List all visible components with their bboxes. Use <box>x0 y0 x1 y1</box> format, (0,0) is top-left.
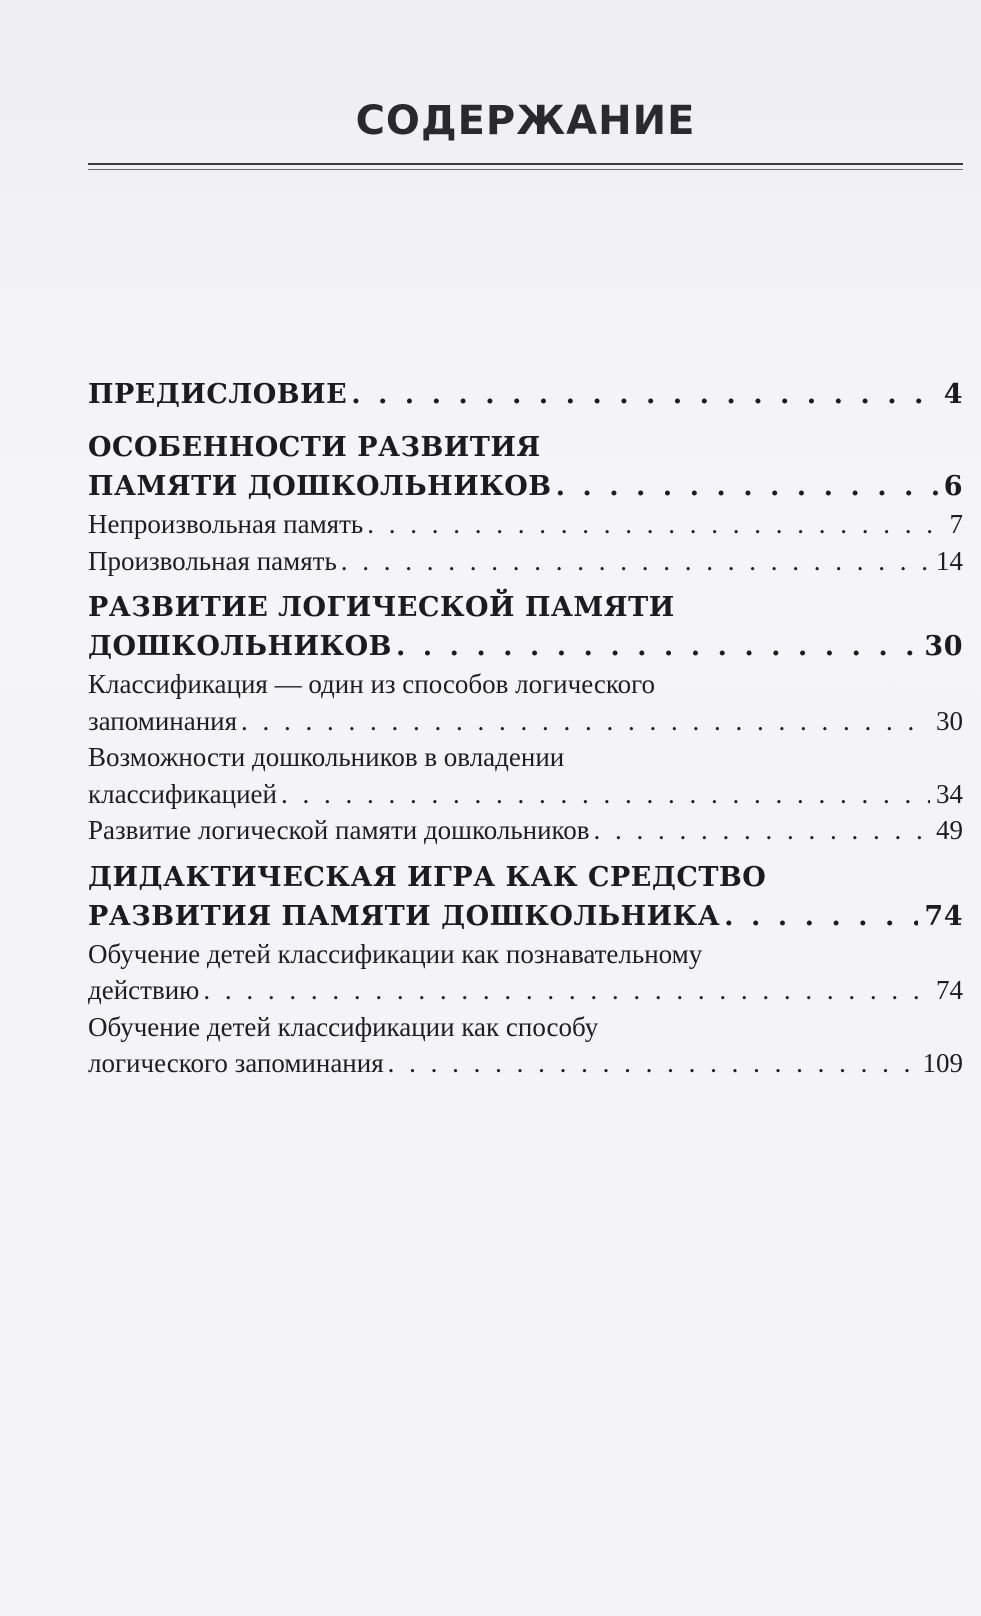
toc-item-text: Развитие логической памяти дошкольников <box>88 815 590 845</box>
toc-heading-text: РАЗВИТИЯ ПАМЯТИ ДОШКОЛЬНИКА <box>88 900 721 932</box>
toc-heading[interactable] <box>88 467 963 506</box>
leader-dots <box>281 776 930 813</box>
toc-page-number: 7 <box>949 509 963 539</box>
toc-item-line: Классификация — один из способов логического <box>88 669 655 699</box>
toc-heading-line: РАЗВИТИЕ ЛОГИЧЕСКОЙ ПАМЯТИ <box>88 592 675 623</box>
toc-heading-text: ПАМЯТИ ДОШКОЛЬНИКОВ <box>88 471 552 502</box>
toc-item[interactable] <box>88 776 963 813</box>
toc-item-text: Произвольная память <box>88 545 337 576</box>
toc-item-line: Возможности дошкольников в овладении <box>88 742 565 772</box>
toc-heading-line: ОСОБЕННОСТИ РАЗВИТИЯ <box>88 432 541 463</box>
toc-section-preface <box>88 375 963 414</box>
toc-heading-text: ДОШКОЛЬНИКОВ <box>88 631 392 662</box>
toc-item-line: Обучение детей классификации как познавательному <box>88 938 703 969</box>
toc-item-text: действию <box>88 975 200 1005</box>
toc-section-memory-features <box>88 428 963 579</box>
leader-dots <box>351 375 938 414</box>
toc-item[interactable] <box>88 972 963 1009</box>
toc-heading[interactable] <box>88 627 963 666</box>
page-title: СОДЕРЖАНИЕ <box>355 98 696 144</box>
toc-heading-text: ПРЕДИСЛОВИЕ <box>88 379 348 410</box>
toc-page-number: 34 <box>936 778 963 809</box>
toc-item-text: классификацией <box>88 778 277 809</box>
leader-dots <box>556 467 938 506</box>
toc-item[interactable] <box>88 812 963 849</box>
toc-heading[interactable] <box>88 897 963 936</box>
toc-heading[interactable] <box>88 375 963 414</box>
toc-item-line: Обучение детей классификации как способу <box>88 1011 599 1042</box>
toc-page-number: 74 <box>924 900 963 932</box>
toc-page-number: 109 <box>922 1048 963 1078</box>
leader-dots <box>241 703 930 740</box>
leader-dots <box>594 812 930 849</box>
leader-dots <box>724 897 918 936</box>
toc-item-text: запоминания <box>88 705 238 736</box>
toc-item[interactable] <box>88 703 963 740</box>
title-rule-thin <box>88 169 963 170</box>
toc-item-text: Непроизвольная память <box>88 509 364 539</box>
title-rule <box>88 163 963 165</box>
table-of-contents <box>88 375 963 1082</box>
leader-dots <box>367 506 943 543</box>
toc-page-number: 30 <box>936 705 963 736</box>
toc-section-didactic-game <box>88 858 963 1082</box>
toc-heading-line: ДИДАКТИЧЕСКАЯ ИГРА КАК СРЕДСТВО <box>88 861 767 893</box>
toc-page-number: 14 <box>936 545 963 576</box>
toc-item[interactable] <box>88 543 963 580</box>
leader-dots <box>388 1045 917 1082</box>
toc-section-logical-memory <box>88 588 963 849</box>
toc-page-number: 4 <box>943 379 963 410</box>
toc-page-number: 6 <box>943 471 963 502</box>
leader-dots <box>341 543 930 580</box>
toc-page-number: 30 <box>924 631 963 662</box>
leader-dots <box>203 972 930 1009</box>
toc-item[interactable] <box>88 506 963 543</box>
toc-item-text: логического запоминания <box>88 1048 384 1078</box>
toc-item[interactable] <box>88 1045 963 1082</box>
leader-dots <box>396 627 918 666</box>
toc-page-number: 49 <box>936 815 963 845</box>
toc-page-number: 74 <box>936 975 963 1005</box>
